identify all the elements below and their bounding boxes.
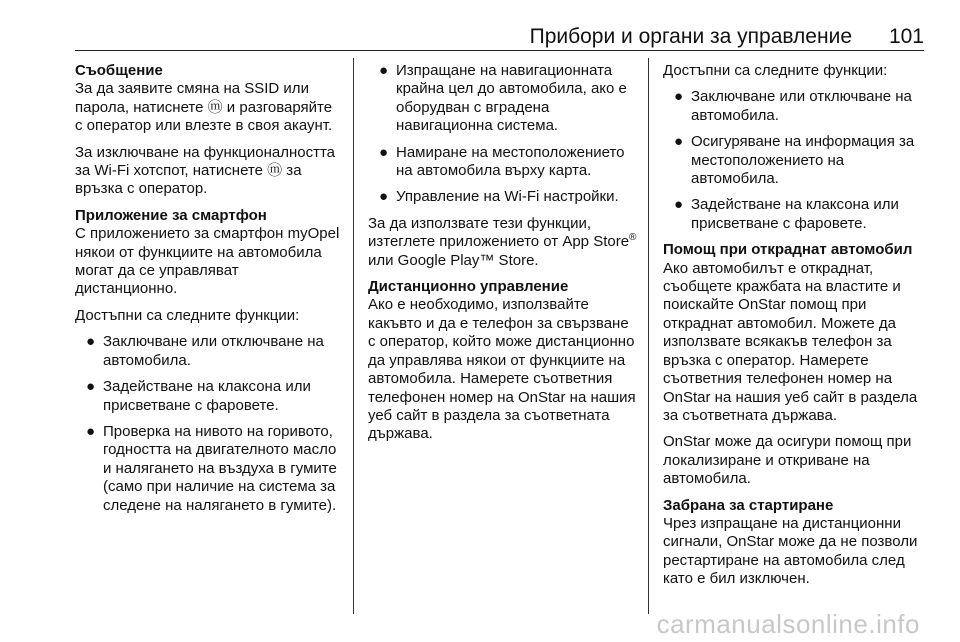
bullet-list [75, 333, 343, 515]
paragraph-start-block: Чрез изпращане на дистанционни сигнали, OnStar може да не позволи рестартиране на автомобила след като е бил изключен. [663, 514, 918, 588]
section-heading-message: Съобщение [75, 62, 163, 79]
bullet-list [368, 62, 638, 207]
list-item: ● Намиране на местоположението на автомобила върху карта. [379, 143, 625, 180]
section-heading-stolen-vehicle: Помощ при откраднат автомобил [663, 241, 913, 259]
section-heading-remote-control: Дистанционно управление [368, 278, 569, 296]
registered-mark: ® [629, 232, 637, 244]
column-2 [368, 62, 638, 452]
section-heading-smartphone-app: Приложение за смартфон [75, 206, 267, 224]
paragraph-functions-intro: Достъпни са следните функции: [75, 306, 300, 324]
paragraph-functions-intro: Достъпни са следните функции: [663, 62, 888, 79]
list-item: ● Задействане на клаксона или присветване с фаровете. [674, 196, 899, 232]
column-1 [75, 62, 343, 523]
list-item: ● Изпращане на навигационната крайна цел до автомобила, ако е оборудван с вградена навигационна система. [379, 62, 627, 135]
header-divider [75, 50, 924, 51]
column-divider-2 [648, 58, 649, 614]
list-item: ● Заключване или отключване на автомобила. [86, 333, 324, 369]
list-item: ● Заключване или отключване на автомобила. [674, 88, 912, 124]
bullet-icon: ● [86, 422, 96, 440]
bullet-icon: ● [674, 133, 684, 151]
list-item: ● Проверка на нивото на горивото, годността на двигателното масло и налягането на въздуха в гумите (само при наличие на система за следене на налягането в гумите). [86, 422, 337, 514]
column-3 [663, 62, 929, 597]
paragraph-remote-control: Ако е необходимо, използвайте какъвто и да е телефон за свързване с оператор, който може дистанционно да управлява някои от функциите на автомобила. Намерете съответния телефонен номер на OnStar на нашия уеб сайт в раздела за съответната държава. [368, 296, 636, 443]
paragraph-stolen-vehicle: Ако автомобилът е откраднат, съобщете кражбата на властите и поискайте OnStar помощ при откраднат автомобил. Можете да използвате всякакъв телефон за връзка с оператор. Намерете съответния телефонен номер на OnStar на нашия уеб сайт в раздела за съответната държава. [663, 259, 918, 424]
bullet-icon: ● [379, 62, 389, 79]
section-heading-start-block: Забрана за стартиране [663, 496, 834, 514]
chapter-title: Прибори и органи за управление [529, 25, 852, 48]
bullet-icon: ● [379, 188, 389, 206]
bullet-icon: ● [86, 378, 96, 396]
bullet-icon: ● [674, 196, 684, 214]
paragraph-locate: OnStar може да осигури помощ при локализиране и откриване на автомобила. [663, 433, 912, 488]
page-header [0, 0, 960, 56]
bullet-icon: ● [86, 333, 96, 351]
list-item: ● Осигуряване на информация за местоположението на автомобила. [674, 133, 915, 188]
paragraph-myopel: С приложението за смартфон myOpel някои от функциите на автомобила могат да се управляват дистанционно. [75, 225, 340, 298]
list-item: ● Управление на Wi-Fi настройки. [379, 188, 619, 206]
bullet-icon: ● [674, 88, 684, 106]
page-number: 101 [888, 25, 924, 48]
paragraph-download-app: За да използвате тези функции, изтеглете приложението от App Store® или Google Play™ Store. [368, 214, 637, 269]
paragraph-ssid: За да заявите смяна на SSID или парола, натиснете ⓜ и разговаряйте с оператор или влезте в своя акаунт. [75, 80, 333, 135]
watermark: carmanualsonline.info [656, 609, 920, 639]
column-divider-1 [353, 58, 354, 614]
paragraph-hotspot-off: За изключване на функционалността за Wi-Fi хотспот, натиснете ⓜ за връзка с оператор. [75, 143, 336, 198]
bullet-icon: ● [379, 143, 389, 161]
bullet-list [663, 88, 929, 233]
list-item: ● Задействане на клаксона или присветване с фаровете. [86, 378, 311, 414]
